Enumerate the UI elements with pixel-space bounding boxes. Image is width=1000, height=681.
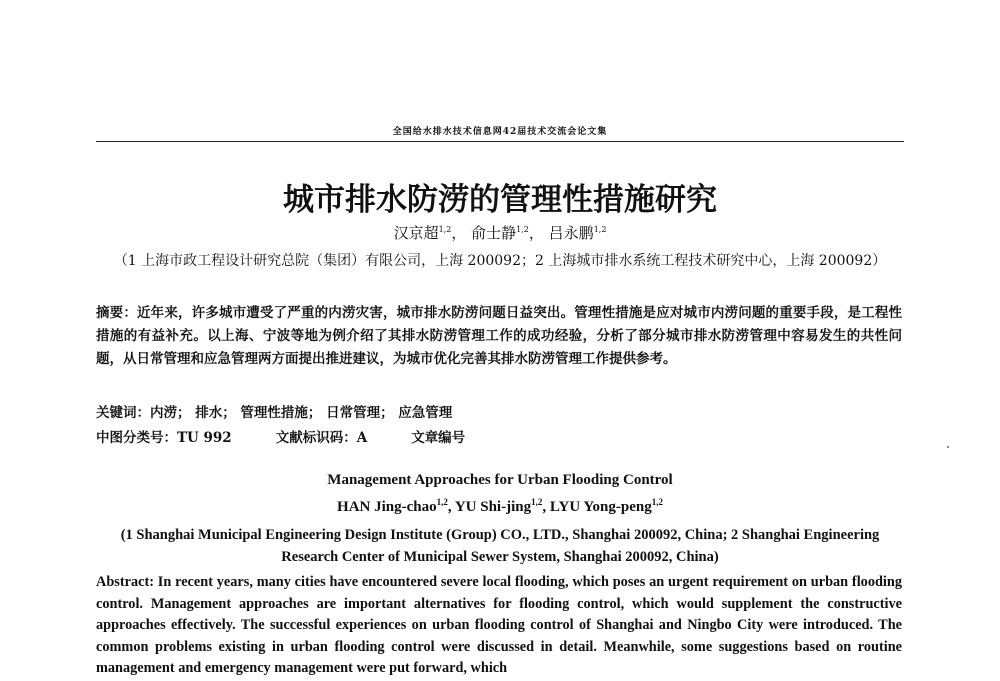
affiliation-english: (1 Shanghai Municipal Engineering Design Institute (Group) CO., LTD., Shanghai 200092, China; 2 Shanghai Engineering Research Center of Municipal Sewer System, Shanghai 200092, China) <box>120 527 880 565</box>
author-sep: ， <box>451 224 467 242</box>
abstract-label-zh: 摘要： <box>96 305 137 321</box>
title-chinese: 城市排水防涝的管理性措施研究 <box>283 182 717 218</box>
author-1-zh: 汉京超 <box>393 224 439 242</box>
keywords-text-zh: 内涝； 排水； 管理性措施； 日常管理； 应急管理 <box>150 405 453 421</box>
authors-english <box>0 497 1000 516</box>
running-head: 全国给水排水技术信息网42届技术交流会论文集 <box>392 127 608 137</box>
authors-chinese <box>0 222 1000 243</box>
abstract-text-en: In recent years, many cities have encountered severe local flooding, which poses an urgent requirement on urban flooding control. Management approaches are important alternatives for flooding control, which would supplement the constructive approaches effectively. The successful experiences on urban flooding control of Shanghai and Ningbo City were introduced. The common problems existing in urban flooding control were discussed in detail. Meanwhile, some suggestions based on routine management and emergency management were put forward, which <box>96 574 902 676</box>
header-rule <box>96 141 904 142</box>
keywords-label-zh: 关键词： <box>96 405 150 421</box>
author-sep: , <box>542 499 550 515</box>
author-3-en-affil: 1,2 <box>651 497 663 507</box>
abstract-english <box>96 572 902 680</box>
author-2-zh: 俞士静 <box>471 224 517 242</box>
keywords-chinese <box>96 401 902 421</box>
author-3-en: LYU Yong-peng <box>549 499 652 515</box>
author-1-zh-affil: 1,2 <box>438 225 452 234</box>
article-number: 文章编号 <box>411 430 466 446</box>
title-english: Management Approaches for Urban Flooding Control <box>327 472 673 488</box>
author-3-zh: 吕永鹏 <box>548 224 594 242</box>
classification-chinese <box>96 426 902 446</box>
abstract-label-en: Abstract: <box>96 574 154 590</box>
abstract-chinese <box>96 302 902 371</box>
author-2-zh-affil: 1,2 <box>516 225 529 234</box>
author-3-zh-affil: 1,2 <box>593 225 607 234</box>
author-2-en-affil: 1,2 <box>531 497 543 507</box>
author-sep: ， <box>528 224 544 242</box>
scan-speck <box>947 446 949 448</box>
affiliation-chinese: （1 上海市政工程设计研究总院（集团）有限公司，上海 200092；2 上海城市排水系统工程技术研究中心，上海 200092） <box>113 253 887 269</box>
author-2-en: YU Shi-jing <box>454 499 532 515</box>
document-code: 文献标识码：A <box>275 430 368 446</box>
author-1-en: HAN Jing-chao <box>337 499 437 515</box>
abstract-text-zh: 近年来，许多城市遭受了严重的内涝灾害，城市排水防涝问题日益突出。管理性措施是应对城市内涝问题的重要手段，是工程性措施的有益补充。以上海、宁波等地为例介绍了其排水防涝管理工作的成功经验，分析了部分城市排水防涝管理中容易发生的共性问题，从日常管理和应急管理两方面提出推进建议，为城市优化完善其排水防涝管理工作提供参考。 <box>96 305 903 367</box>
author-1-en-affil: 1,2 <box>436 497 448 507</box>
author-sep: , <box>447 499 455 515</box>
clc-number: 中图分类号：TU 992 <box>96 430 232 446</box>
